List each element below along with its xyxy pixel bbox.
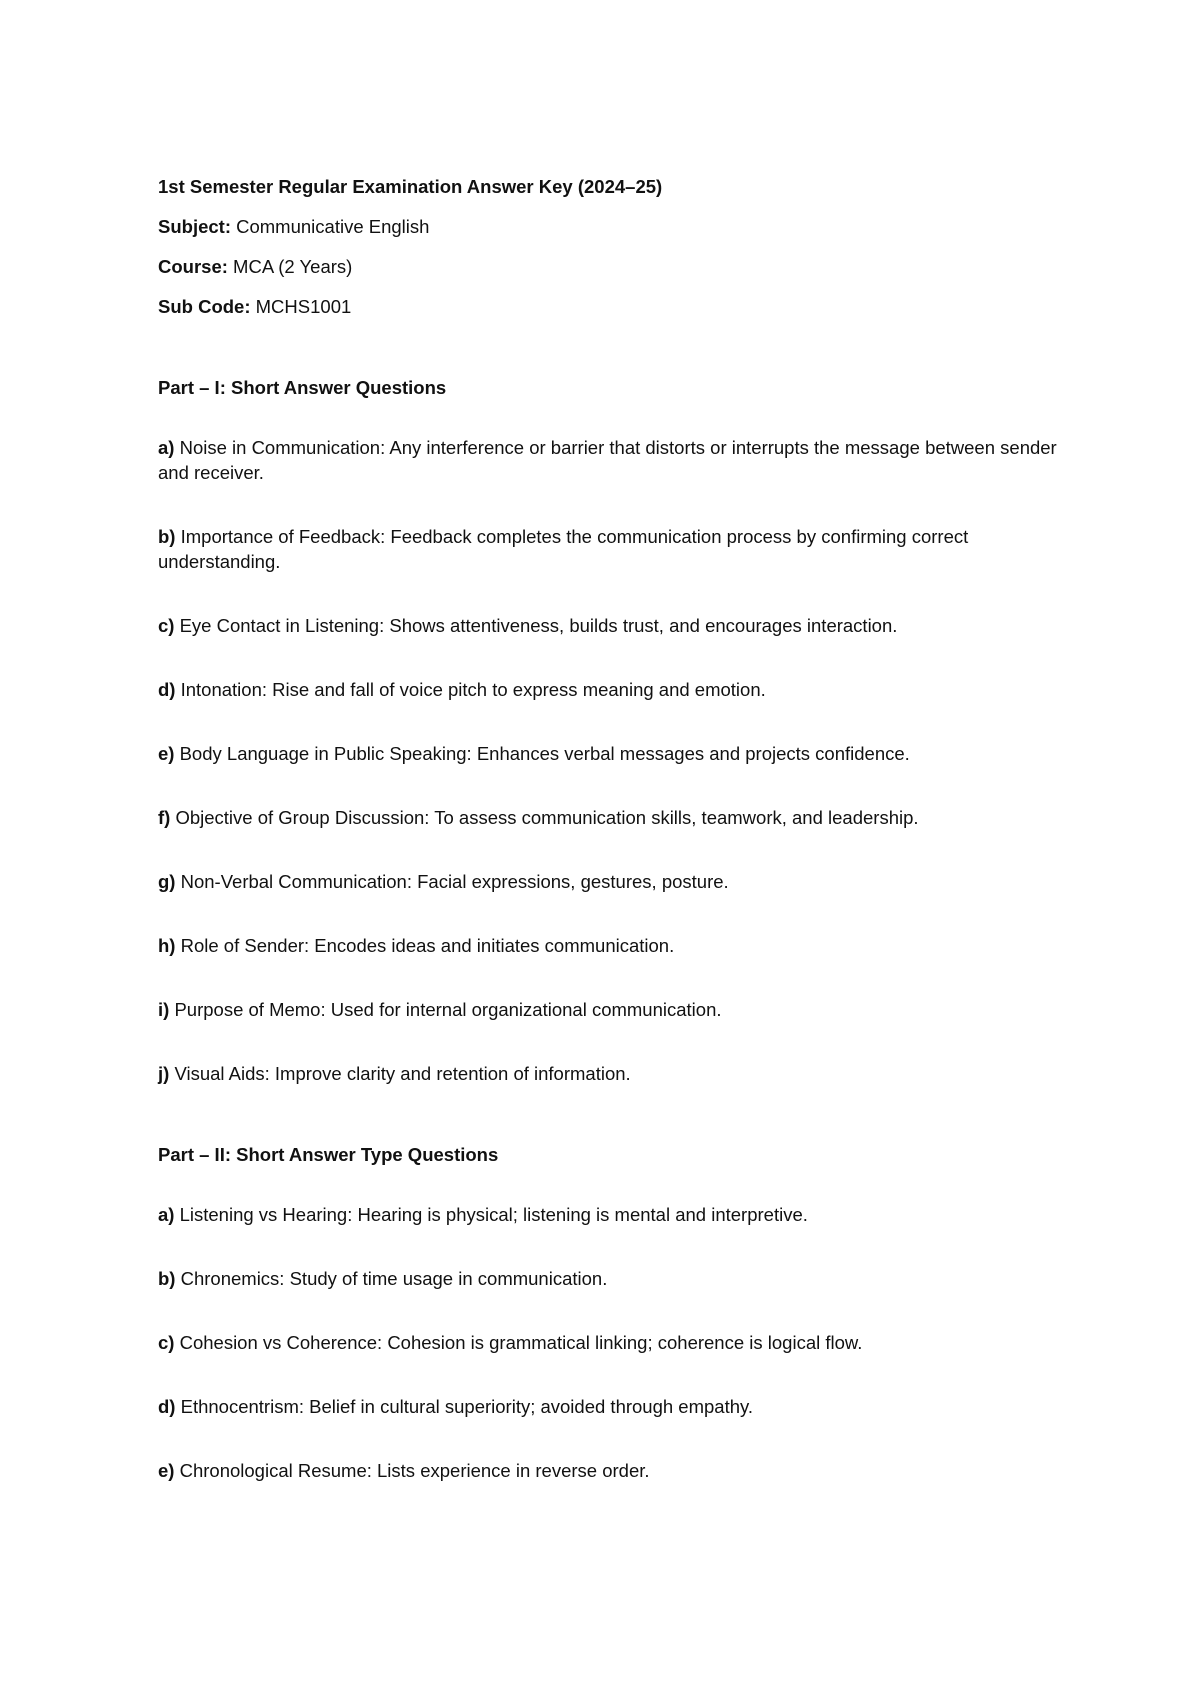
part2-item-b: b) Chronemics: Study of time usage in communication. (158, 1268, 608, 1289)
part2-heading: Part – II: Short Answer Type Questions (158, 1144, 499, 1165)
part1-item-j: j) Visual Aids: Improve clarity and retention of information. (158, 1063, 631, 1084)
part1-item-h: h) Role of Sender: Encodes ideas and initiates communication. (158, 935, 675, 956)
part1-item-e: e) Body Language in Public Speaking: Enhances verbal messages and projects confidence. (158, 743, 910, 764)
part1-item-i: i) Purpose of Memo: Used for internal organizational communication. (158, 999, 722, 1020)
part1-item-c: c) Eye Contact in Listening: Shows attentiveness, builds trust, and encourages interaction. (158, 615, 898, 636)
course-label: Course: (158, 256, 228, 277)
part2-item-c: c) Cohesion vs Coherence: Cohesion is grammatical linking; coherence is logical flow. (158, 1332, 863, 1353)
document-title: 1st Semester Regular Examination Answer Key (2024–25) (158, 176, 663, 197)
part2-item-d: d) Ethnocentrism: Belief in cultural superiority; avoided through empathy. (158, 1396, 754, 1417)
part1-item-d: d) Intonation: Rise and fall of voice pitch to express meaning and emotion. (158, 679, 766, 700)
part1-item-g: g) Non-Verbal Communication: Facial expressions, gestures, posture. (158, 871, 729, 892)
course-value: MCA (2 Years) (233, 256, 353, 277)
document-content (158, 174, 1058, 1522)
subject-value: Communicative English (236, 216, 430, 237)
part2-item-a: a) Listening vs Hearing: Hearing is physical; listening is mental and interpretive. (158, 1204, 808, 1225)
part1-item-a: a) Noise in Communication: Any interference or barrier that distorts or interrupts the message between sender and receiver. (158, 437, 1057, 483)
part1-item-b: b) Importance of Feedback: Feedback completes the communication process by confirming correct understanding. (158, 526, 969, 572)
part1-heading: Part – I: Short Answer Questions (158, 377, 447, 398)
subcode-line (158, 294, 1058, 319)
part2-item-e: e) Chronological Resume: Lists experience in reverse order. (158, 1460, 650, 1481)
subject-line (158, 214, 1058, 239)
course-line (158, 254, 1058, 279)
subcode-value: MCHS1001 (255, 296, 352, 317)
subject-label: Subject: (158, 216, 231, 237)
part1-item-f: f) Objective of Group Discussion: To assess communication skills, teamwork, and leadership. (158, 807, 919, 828)
subcode-label: Sub Code: (158, 296, 251, 317)
